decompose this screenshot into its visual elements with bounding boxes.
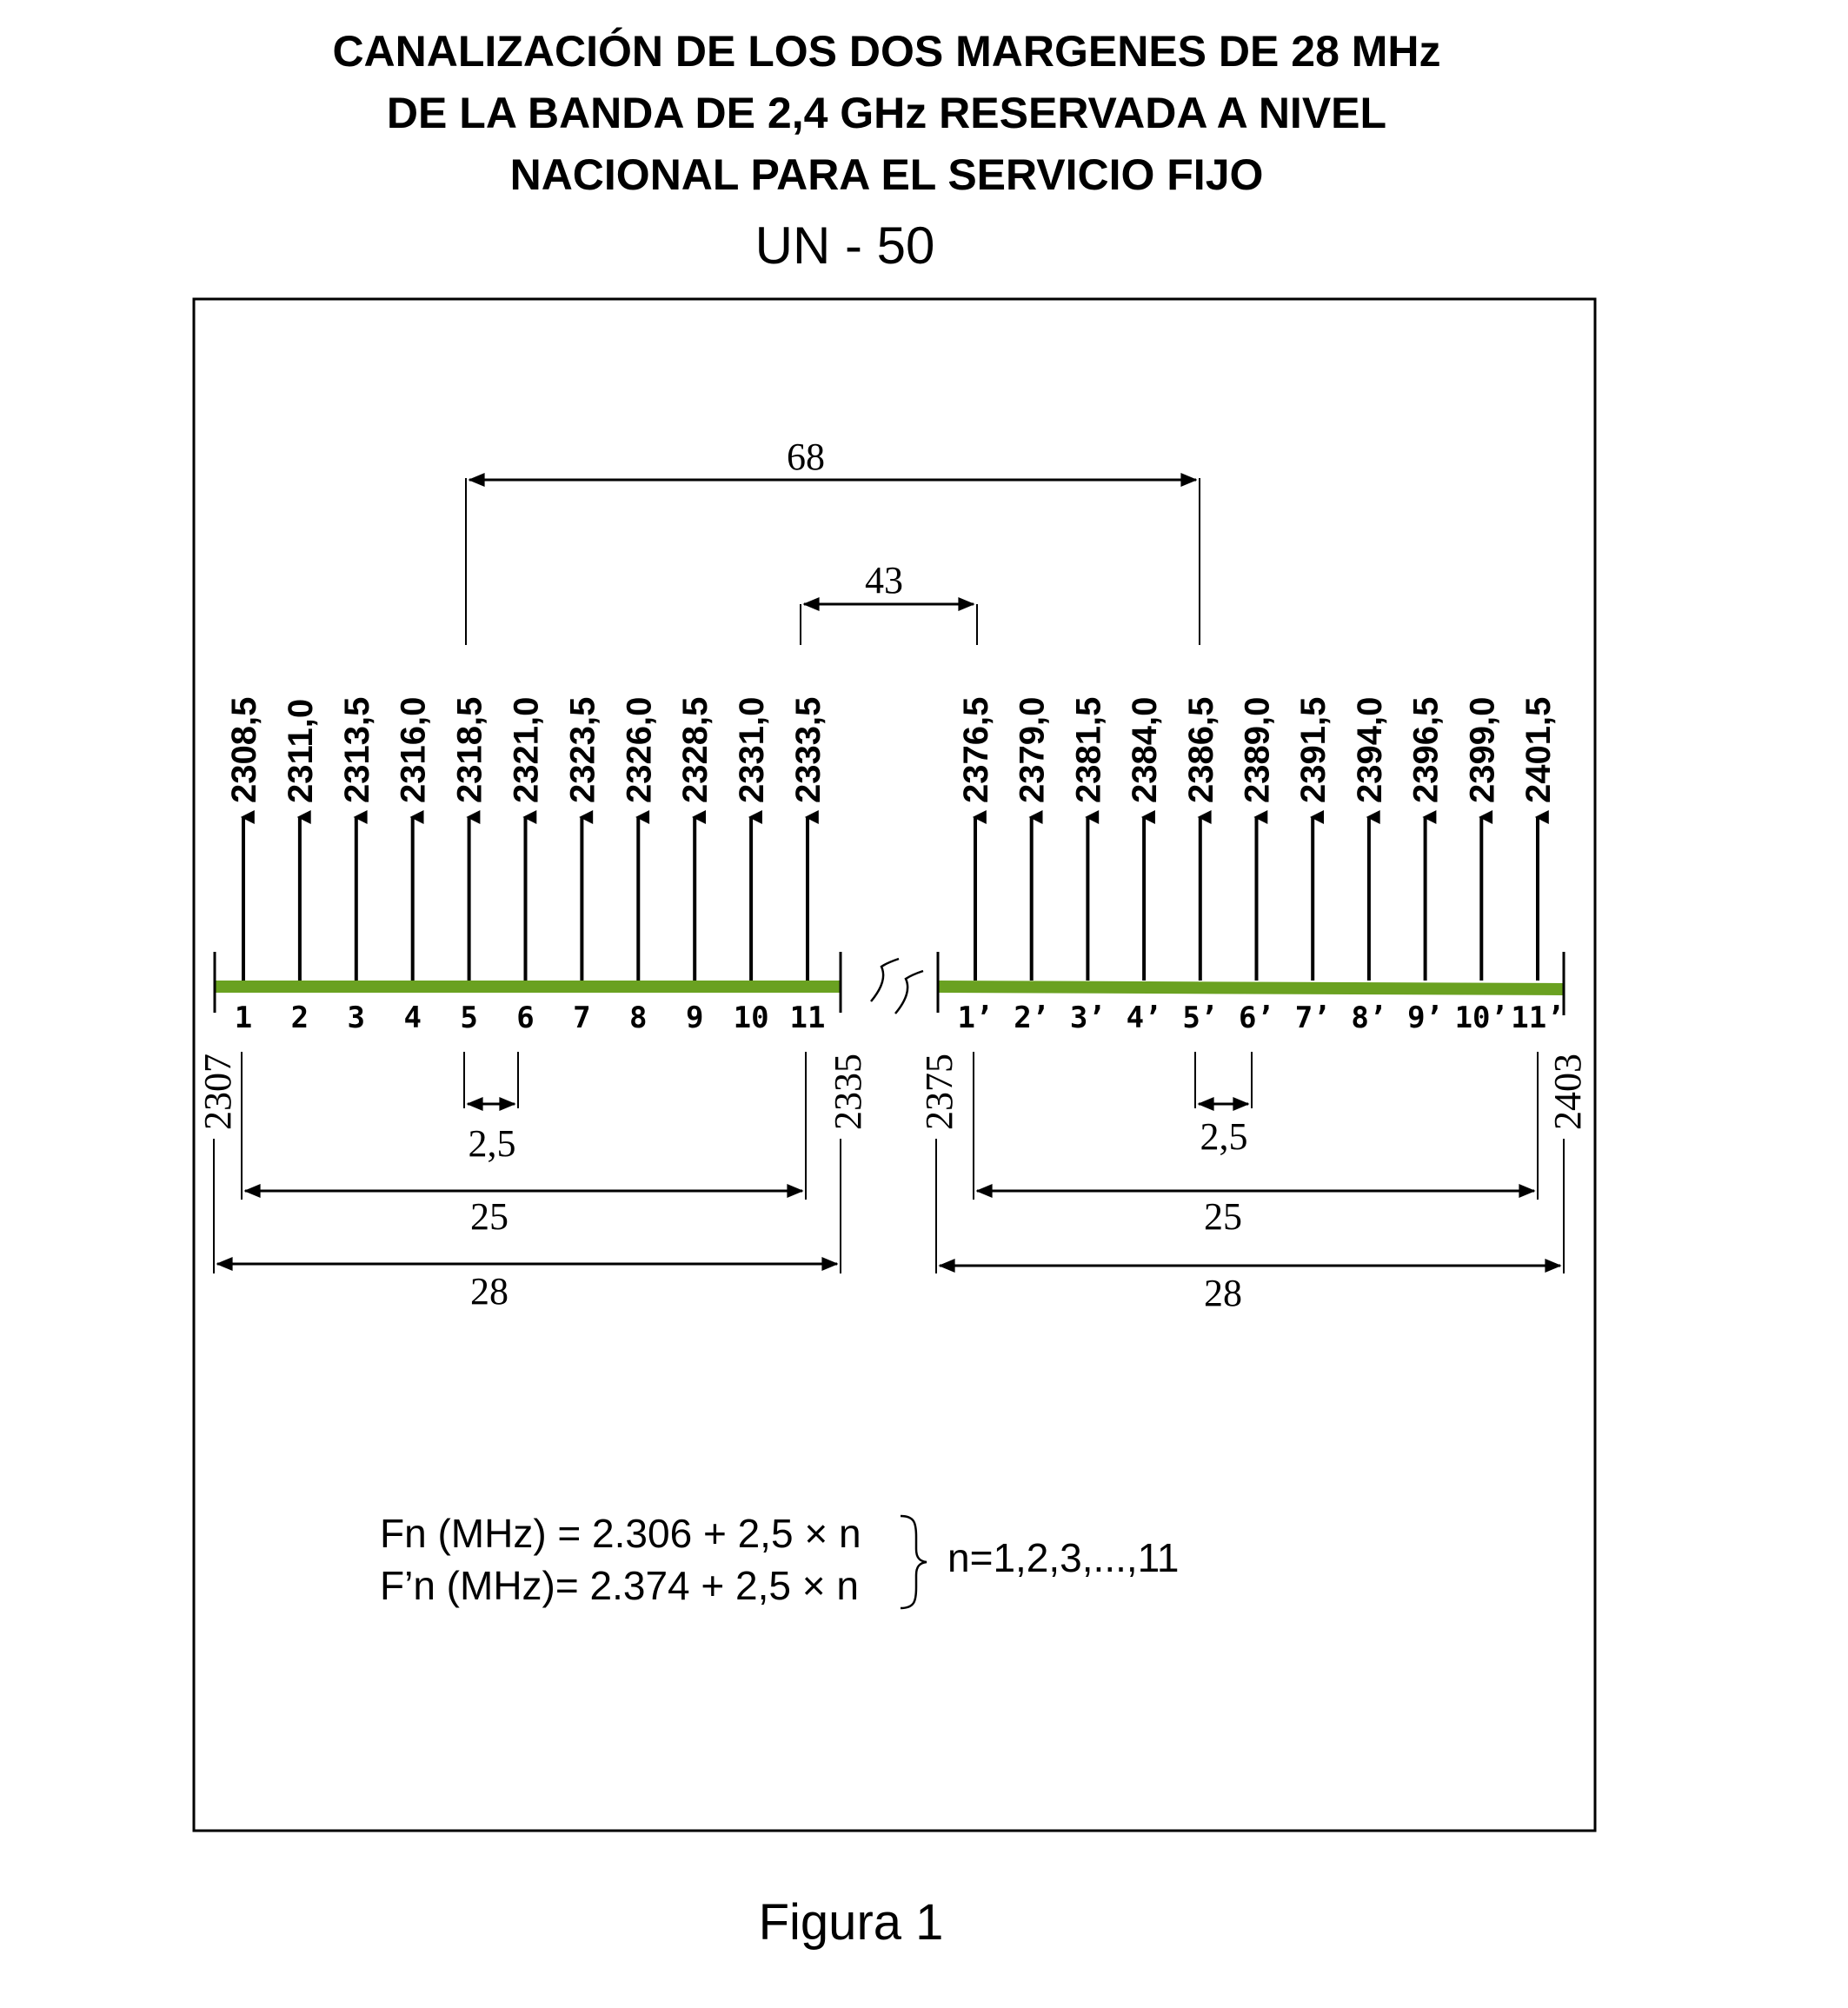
upper-channel-frequency: 2399,0 — [1463, 696, 1502, 803]
upper-occupied-label: 25 — [1204, 1195, 1242, 1238]
lower-channel-number: 8 — [629, 1001, 648, 1035]
upper-channel-number: 6’ — [1239, 1001, 1274, 1035]
lower-occupied-label: 25 — [470, 1195, 509, 1238]
upper-channel-frequency: 2394,0 — [1350, 696, 1389, 803]
lower-channel-number: 3 — [347, 1001, 366, 1035]
lower-channel-frequency: 2311,0 — [281, 698, 320, 803]
lower-channel-number: 7 — [573, 1001, 591, 1035]
upper-channel-frequency: 2386,5 — [1181, 696, 1220, 803]
upper-channel-number: 2’ — [1014, 1001, 1050, 1035]
upper-channel-frequency: 2396,5 — [1406, 696, 1446, 803]
title-line-1: CANALIZACIÓN DE LOS DOS MARGENES DE 28 MHz — [332, 27, 1441, 76]
extension-lines — [214, 1052, 1564, 1273]
upper-channel-number: 7’ — [1294, 1001, 1331, 1035]
lower-channel-frequency: 2316,0 — [394, 696, 433, 803]
centre-gap-label: 43 — [865, 559, 903, 602]
upper-channel-frequency: 2391,5 — [1294, 696, 1333, 803]
lower-channel-frequency: 2333,5 — [789, 696, 828, 803]
upper-channel-number: 8’ — [1351, 1001, 1387, 1035]
axis-break-mark — [871, 959, 923, 1014]
lower-channel-frequency: 2323,5 — [563, 696, 602, 803]
lower-channel-number: 11 — [789, 1001, 826, 1035]
lower-channel-frequency: 2328,5 — [676, 696, 715, 803]
lower-channel-number: 9 — [685, 1001, 704, 1035]
upper-channel-number: 5’ — [1182, 1001, 1219, 1035]
upper-channel-number: 10’ — [1454, 1001, 1509, 1035]
lower-channel-frequency: 2308,5 — [225, 696, 263, 803]
upper-spacing-label: 2,5 — [1200, 1115, 1248, 1158]
duplex-separation-label: 68 — [787, 436, 825, 478]
lower-total-label: 28 — [470, 1270, 509, 1313]
upper-total-label: 28 — [1204, 1272, 1242, 1314]
upper-channel-number: 3’ — [1069, 1001, 1106, 1035]
upper-channel-number: 11’ — [1511, 1001, 1565, 1035]
upper-band-line — [939, 987, 1563, 989]
title-line-2: DE LA BANDA DE 2,4 GHz RESERVADA A NIVEL — [386, 89, 1387, 137]
upper-channel-frequency: 2384,0 — [1126, 696, 1165, 803]
upper-channel-frequency: 2381,5 — [1069, 696, 1108, 803]
upper-channel-frequency: 2389,0 — [1238, 696, 1277, 803]
lower-channel-number: 4 — [403, 1001, 422, 1035]
lower-channel-number: 6 — [516, 1001, 535, 1035]
formula-lower: Fn (MHz) = 2.306 + 2,5 × n — [380, 1511, 861, 1556]
formula-range: n=1,2,3,...,11 — [947, 1535, 1180, 1580]
lower-spacing-label: 2,5 — [468, 1122, 516, 1165]
upper-channel-frequency: 2379,0 — [1013, 696, 1052, 803]
upper-band-end-label: 2403 — [1546, 1054, 1589, 1130]
upper-channel-number: 4’ — [1126, 1001, 1162, 1035]
formula-upper: F’n (MHz)= 2.374 + 2,5 × n — [380, 1563, 859, 1608]
lower-channel-frequency: 2321,0 — [507, 696, 546, 803]
title-line-3: NACIONAL PARA EL SERVICIO FIJO — [509, 150, 1264, 199]
upper-channel-number: 1’ — [957, 1001, 994, 1035]
lower-channel-frequency: 2326,0 — [620, 696, 659, 803]
figure-caption: Figura 1 — [758, 1894, 944, 1951]
lower-channel-frequency: 2331,0 — [733, 696, 772, 803]
lower-channel-number: 10 — [733, 1001, 769, 1035]
formula-brace — [901, 1516, 927, 1608]
upper-channel-frequency: 2401,5 — [1519, 696, 1558, 803]
lower-channel-number: 5 — [460, 1001, 478, 1035]
lower-channel-number: 2 — [290, 1001, 309, 1035]
upper-band-start-label: 2375 — [918, 1054, 961, 1130]
lower-band-end-label: 2335 — [827, 1054, 869, 1130]
lower-band-start-label: 2307 — [196, 1054, 239, 1130]
lower-channel-number: 1 — [234, 1001, 253, 1035]
upper-channel-number: 9’ — [1407, 1001, 1444, 1035]
lower-channel-frequency: 2318,5 — [450, 696, 489, 803]
lower-channel-frequency: 2313,5 — [337, 696, 376, 803]
upper-channel-frequency: 2376,5 — [957, 696, 995, 803]
diagram-subtitle: UN - 50 — [754, 216, 935, 275]
